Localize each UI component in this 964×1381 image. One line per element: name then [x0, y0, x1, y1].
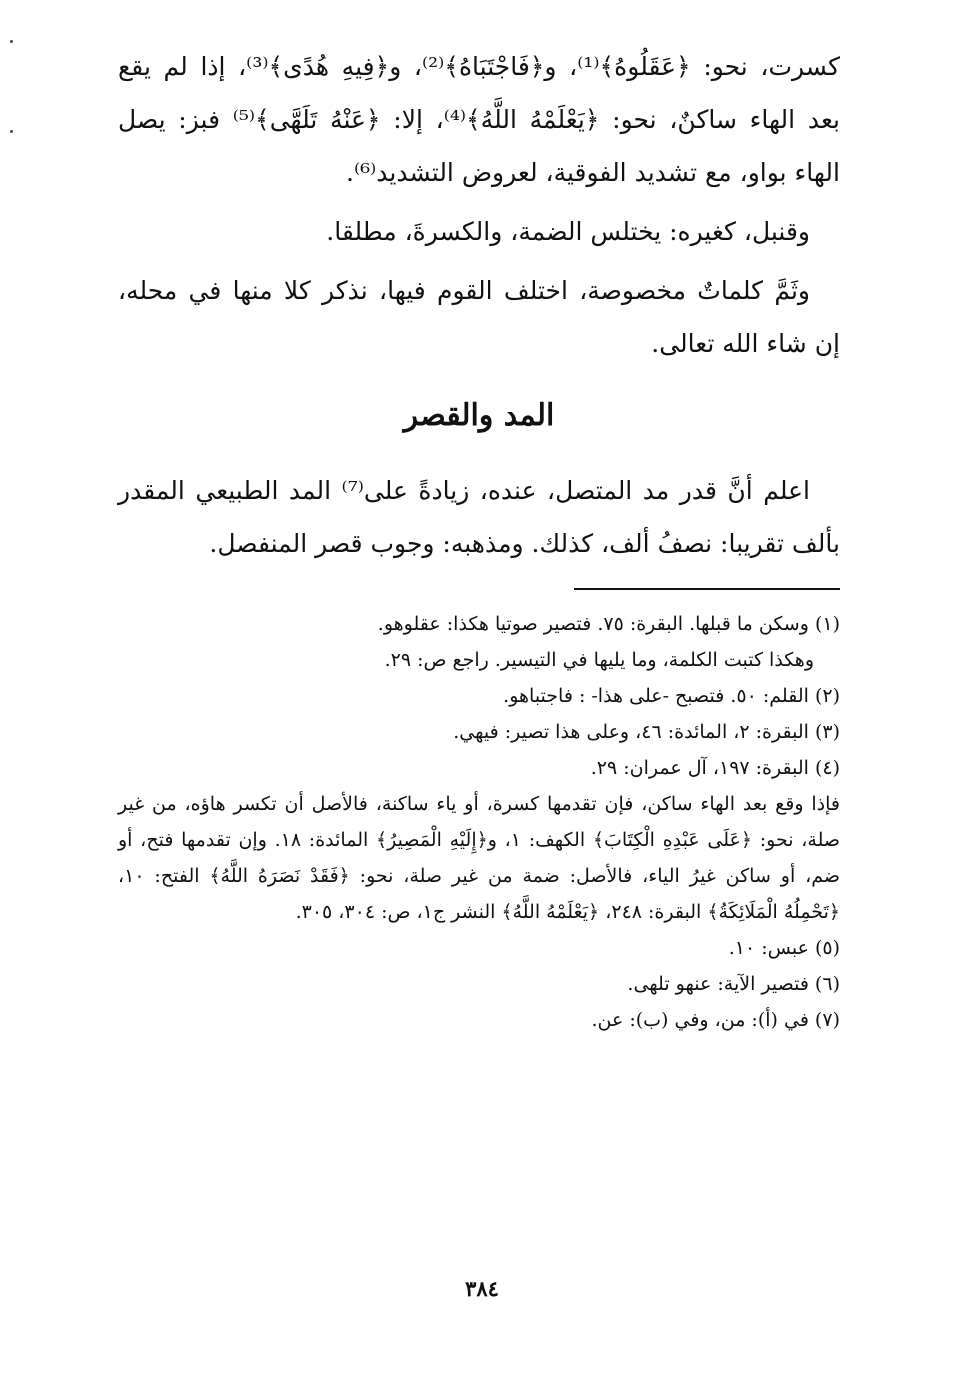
footnote-4-continuation: فإذا وقع بعد الهاء ساكن، فإن تقدمها كسرة، أو ياء ساكنة، فالأصل أن تكسر هاؤه، من غير صلة، نحو: ﴿عَلَى عَبْدِهِ الْكِتَابَ﴾ الكهف: ١، و﴿إِلَيْهِ الْمَصِيرُ﴾ المائدة: ١٨. وإن تقدمها فتح، أو ضم، أو ساكن غيرُ الياء، فالأصل: ضمة من غير صلة، نحو: ﴿فَقَدْ نَصَرَهُ اللَّهُ﴾ الفتح: ١٠، ﴿تَحْمِلُهُ الْمَلَائِكَةُ﴾ البقرة: ٢٤٨، ﴿يَعْلَمْهُ اللَّهُ﴾ النشر ج١، ص: ٣٠٤، ٣٠٥.: [118, 793, 840, 923]
footnote-3: (٣) البقرة: ٢، المائدة: ٤٦، وعلى هذا تصير: فيهي.: [453, 721, 840, 743]
page-number: ٣٨٤: [465, 1276, 499, 1301]
footnote-5: (٥) عبس: ١٠.: [728, 937, 840, 959]
footnotes: [118, 606, 840, 1038]
footnote-1: (١) وسكن ما قبلها. البقرة: ٧٥. فتصير صوتيا هكذا: عقلوهو.: [377, 613, 840, 635]
scan-speck: [10, 130, 13, 133]
footnote-6: (٦) فتصير الآية: عنهو تلهى.: [627, 973, 840, 995]
document-page: [118, 40, 840, 1038]
footnote-4: (٤) البقرة: ١٩٧، آل عمران: ٢٩.: [590, 757, 840, 779]
section-heading: المد والقصر: [403, 398, 555, 433]
body-paragraph-1: كسرت، نحو: ﴿عَقَلُوهُ﴾⁽¹⁾، و﴿فَاجْتَبَاهُ﴾⁽²⁾، و﴿فِيهِ هُدًى﴾⁽³⁾، إذا لم يقع بعد الهاء ساكنٌ، نحو: ﴿يَعْلَمْهُ اللَّهُ﴾⁽⁴⁾، إلا: ﴿عَنْهُ تَلَهَّى﴾⁽⁵⁾ فبز: يصل الهاء بواو، مع تشديد الفوقية، لعروض التشديد⁽⁶⁾.: [118, 52, 840, 187]
body-paragraph-3: وثَمَّ كلماتٌ مخصوصة، اختلف القوم فيها، نذكر كلا منها في محله، إن شاء الله تعالى.: [118, 276, 840, 358]
body-paragraph-4: اعلم أنَّ قدر مد المتصل، عنده، زيادةً على⁽⁷⁾ المد الطبيعي المقدر بألف تقريبا: نصفُ ألف، كذلك. ومذهبه: وجوب قصر المنفصل.: [118, 476, 840, 558]
body-paragraph-2: وقنبل، كغيره: يختلس الضمة، والكسرةَ، مطلقا.: [326, 217, 810, 246]
footnote-2: (٢) القلم: ٥٠. فتصبح -على هذا- : فاجتباهو.: [503, 685, 840, 707]
footnote-divider: [574, 588, 840, 590]
scan-speck: [10, 40, 13, 43]
footnote-7: (٧) في (أ): من، وفي (ب): عن.: [591, 1009, 840, 1031]
footnote-1-continuation: وهكذا كتبت الكلمة، وما يليها في التيسير. راجع ص: ٢٩.: [384, 649, 814, 671]
